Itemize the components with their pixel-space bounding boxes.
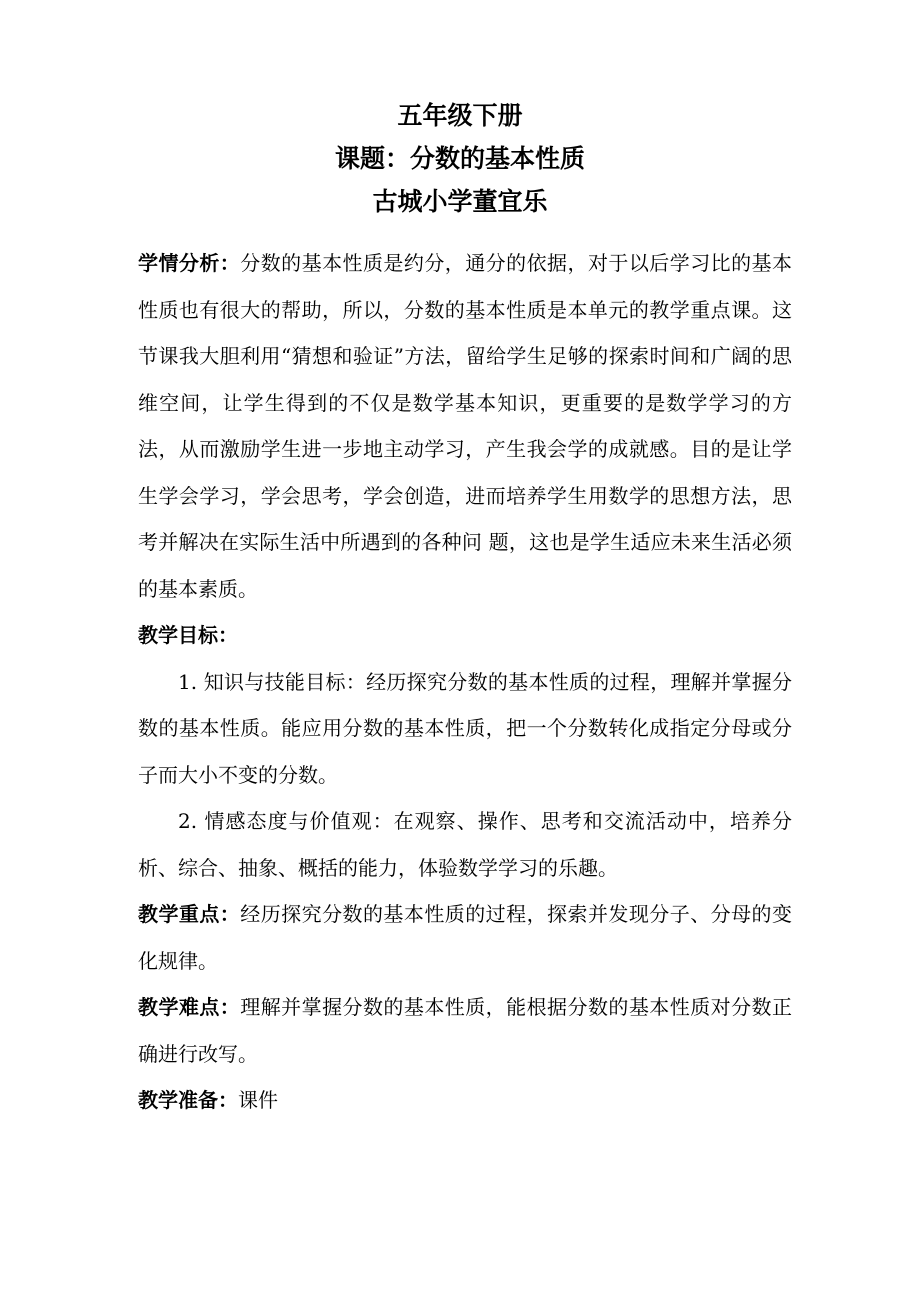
difficulties-text: 理解并掌握分数的基本性质，能根据分数的基本性质对分数正确进行改写。	[138, 995, 793, 1066]
goals-label: 教学目标：	[138, 623, 238, 647]
goal-item: 1. 知识与技能目标：经历探究分数的基本性质的过程，理解并掌握分数的基本性质。能应用分数的基本性质，把一个分数转化成指定分母或分子而大小不变的分数。	[138, 669, 792, 787]
key-points-label: 教学重点：	[138, 902, 241, 926]
preparation-label: 教学准备：	[138, 1088, 238, 1112]
difficulties-label: 教学难点：	[138, 995, 241, 1019]
key-points-text: 经历探究分数的基本性质的过程，探索并发现分子、分母的变化规律。	[138, 902, 793, 973]
preparation-paragraph	[138, 1077, 792, 1124]
title-block	[0, 94, 920, 223]
school-teacher-title: 古城小学董宜乐	[372, 187, 548, 216]
difficulties-paragraph	[138, 984, 792, 1077]
key-points-paragraph	[138, 891, 792, 984]
document-body	[138, 240, 792, 1124]
lesson-title: 课题：分数的基本性质	[334, 144, 585, 173]
analysis-text: 分数的基本性质是约分，通分的依据，对于以后学习比的基本性质也有很大的帮助，所以，分数的基本性质是本单元的教学重点课。这节课我大胆利用“猜想和验证”方法，留给学生足够的探索时间和广阔的思维空间，让学生得到的不仅是数学基本知识，更重要的是数学学习的方法，从而激励学生进一步地主动学习，产生我会学的成就感。目的是让学生学会学习，学会思考，学会创造，进而培养学生用数学的思想方法，思考并解决在实际生活中所遇到的各种问 题，这也是学生适应未来生活必须的基本素质。	[138, 251, 793, 601]
preparation-text: 课件	[238, 1088, 278, 1112]
grade-title: 五年级下册	[397, 101, 523, 130]
goal-item: 2. 情感态度与价值观：在观察、操作、思考和交流活动中，培养分析、综合、抽象、概括的能力，体验数学学习的乐趣。	[138, 809, 792, 880]
goals-heading-paragraph	[138, 612, 792, 659]
analysis-paragraph	[138, 240, 792, 612]
analysis-label: 学情分析：	[138, 251, 241, 275]
